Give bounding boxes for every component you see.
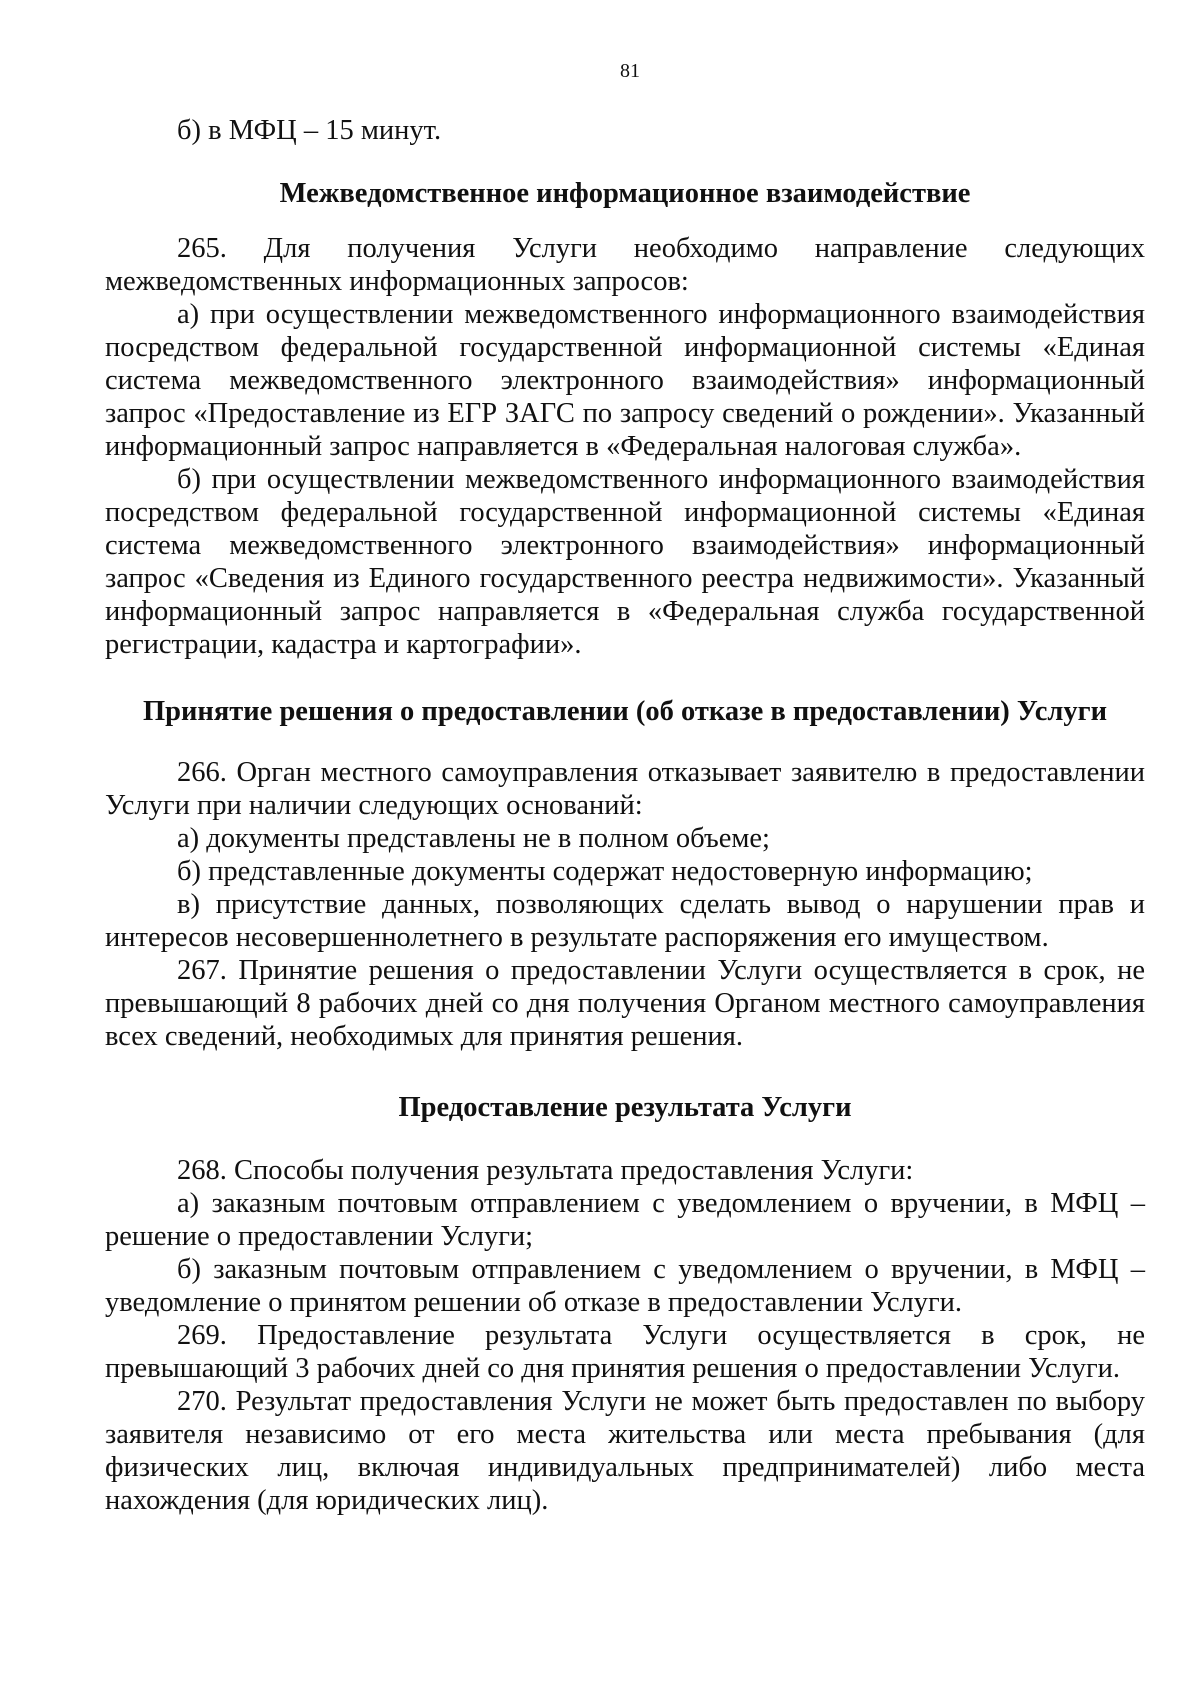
paragraph-265-a: а) при осуществлении межведомственного информационного взаимодействия посредством федеральной государственной информационной системы «Единая система межведомственного электронного взаимодействия» информационный запрос «Предоставление из ЕГР ЗАГС по запросу сведений о рождении». Указанный информационный запрос направляется в «Федеральная налоговая служба». xyxy=(105,299,1145,462)
paragraph-269: 269. Предоставление результата Услуги осуществляется в срок, не превышающий 3 рабочих дней со дня принятия решения о предоставлении Услуги. xyxy=(105,1320,1145,1384)
paragraph-265-b: б) при осуществлении межведомственного информационного взаимодействия посредством федеральной государственной информационной системы «Единая система межведомственного электронного взаимодействия» информационный запрос «Сведения из Единого государственного реестра недвижимости». Указанный информационный запрос направляется в «Федеральная служба государственной регистрации, кадастра и картографии». xyxy=(105,464,1145,660)
paragraph-266-a: а) документы представлены не в полном объеме; xyxy=(177,823,770,854)
paragraph-268: 268. Способы получения результата предоставления Услуги: xyxy=(177,1155,914,1186)
section-heading-result: Предоставление результата Услуги xyxy=(398,1092,852,1123)
page-number: 81 xyxy=(620,60,640,82)
paragraph-267: 267. Принятие решения о предоставлении Услуги осуществляется в срок, не превышающий 8 рабочих дней со дня получения Органом местного самоуправления всех сведений, необходимых для принятия решения. xyxy=(105,955,1145,1052)
paragraph-266-c: в) присутствие данных, позволяющих сделать вывод о нарушении прав и интересов несовершеннолетнего в результате распоряжения его имуществом. xyxy=(105,889,1145,953)
section-heading-interagency: Межведомственное информационное взаимодействие xyxy=(279,178,971,209)
section-heading-decision: Принятие решения о предоставлении (об отказе в предоставлении) Услуги xyxy=(142,696,1107,727)
intro-line: б) в МФЦ – 15 минут. xyxy=(177,115,442,146)
paragraph-265: 265. Для получения Услуги необходимо направление следующих межведомственных информационных запросов: xyxy=(105,233,1145,297)
paragraph-268-a: а) заказным почтовым отправлением с уведомлением о вручении, в МФЦ – решение о предоставлении Услуги; xyxy=(105,1188,1145,1252)
document-body xyxy=(105,114,1145,1517)
paragraph-268-b: б) заказным почтовым отправлением с уведомлением о вручении, в МФЦ – уведомление о принятом решении об отказе в предоставлении Услуги. xyxy=(105,1254,1145,1318)
paragraph-266: 266. Орган местного самоуправления отказывает заявителю в предоставлении Услуги при наличии следующих оснований: xyxy=(105,757,1145,821)
paragraph-266-b: б) представленные документы содержат недостоверную информацию; xyxy=(177,856,1033,887)
paragraph-270: 270. Результат предоставления Услуги не может быть предоставлен по выбору заявителя независимо от его места жительства или места пребывания (для физических лиц, включая индивидуальных предпринимателей) либо места нахождения (для юридических лиц). xyxy=(105,1386,1145,1516)
